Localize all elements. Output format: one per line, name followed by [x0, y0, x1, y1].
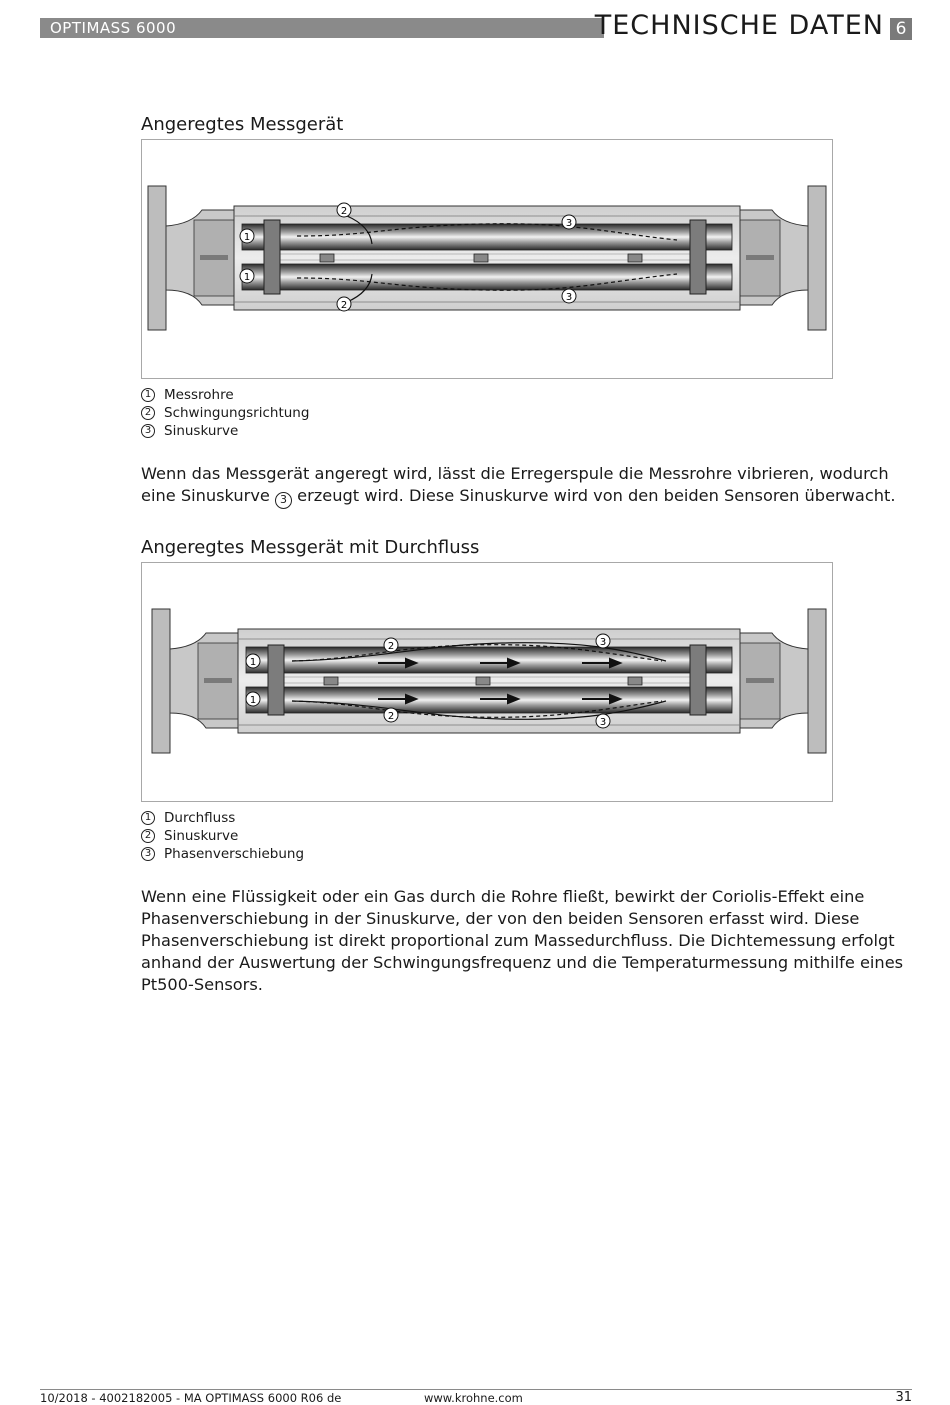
paragraph-text: erzeugt wird. Diese Sinuskurve wird von den beiden Sensoren überwacht. — [292, 486, 896, 505]
legend-item — [141, 404, 309, 422]
legend-item — [141, 386, 309, 404]
section1-legend — [141, 386, 309, 440]
callout-3-bottom — [562, 289, 576, 303]
legend-text: Phasenverschiebung — [164, 846, 305, 862]
callout-1-top — [246, 654, 260, 668]
header-chapter-number: 6 — [890, 18, 912, 40]
svg-text:3: 3 — [599, 637, 607, 648]
section1-title: Angeregtes Messgerät — [141, 114, 344, 135]
callout-3-top — [596, 634, 610, 648]
svg-text:3: 3 — [565, 218, 573, 229]
callout-2-top — [337, 203, 351, 217]
callout-1-top — [240, 229, 254, 243]
svg-text:3: 3 — [565, 292, 573, 303]
legend-text: Messrohre — [164, 387, 234, 403]
callout-3-bottom — [596, 714, 610, 728]
svg-text:2: 2 — [340, 206, 348, 217]
svg-text:2: 2 — [340, 300, 348, 311]
inline-callout-number: 3 — [275, 492, 292, 509]
footer-doc-reference: 10/2018 - 4002182005 - MA OPTIMASS 6000 R06 de — [40, 1391, 342, 1405]
callout-2-bottom — [337, 297, 351, 311]
legend-item — [141, 809, 304, 827]
svg-text:2: 2 — [387, 711, 395, 722]
header-chapter-title: TECHNISCHE DATEN — [594, 10, 884, 41]
legend-item — [141, 827, 304, 845]
legend-item — [141, 845, 304, 863]
paragraph-text: Wenn das Messgerät angeregt wird, lässt die Erregerspule die Messrohre vibrieren, wodurch eine Sinuskurve — [141, 464, 889, 505]
legend-text: Sinuskurve — [164, 828, 239, 844]
legend-number: 3 — [141, 424, 155, 438]
legend-text: Sinuskurve — [164, 423, 239, 439]
callout-2-bottom — [384, 708, 398, 722]
callout-1-bottom — [246, 692, 260, 706]
legend-text: Schwingungsrichtung — [164, 405, 310, 421]
section2-title: Angeregtes Messgerät mit Durchfluss — [141, 537, 480, 558]
header-product-name: OPTIMASS 6000 — [50, 19, 177, 37]
figure-excited-meter — [141, 139, 833, 379]
svg-text:3: 3 — [599, 717, 607, 728]
section1-paragraph — [141, 463, 911, 509]
section2-paragraph: Wenn eine Flüssigkeit oder ein Gas durch die Rohre fließt, bewirkt der Coriolis-Effekt eine Phasenverschiebung in der Sinuskurve, der von den beiden Sensoren erfasst wird. Diese Phasenverschiebung ist direkt proportional zum Massedurchfluss. Die Dichtemessung erfolgt anhand der Auswertung der Schwingungsfrequenz und die Temperaturmessung mithilfe eines Pt500-Sensors. — [141, 887, 904, 994]
footer-page-number: 31 — [895, 1390, 912, 1405]
legend-text: Durchfluss — [164, 810, 236, 826]
figure-meter-with-flow — [141, 562, 833, 802]
callout-2-top — [384, 638, 398, 652]
footer-url: www.krohne.com — [424, 1391, 523, 1405]
legend-number: 2 — [141, 406, 155, 420]
svg-text:2: 2 — [387, 641, 395, 652]
svg-text:1: 1 — [249, 657, 257, 668]
svg-text:1: 1 — [243, 272, 251, 283]
legend-number: 1 — [141, 811, 155, 825]
legend-number: 2 — [141, 829, 155, 843]
section2-legend — [141, 809, 304, 863]
svg-text:1: 1 — [249, 695, 257, 706]
legend-number: 3 — [141, 847, 155, 861]
callout-3-top — [562, 215, 576, 229]
legend-item — [141, 422, 309, 440]
legend-number: 1 — [141, 388, 155, 402]
svg-text:1: 1 — [243, 232, 251, 243]
footer-divider — [40, 1389, 912, 1390]
callout-1-bottom — [240, 269, 254, 283]
